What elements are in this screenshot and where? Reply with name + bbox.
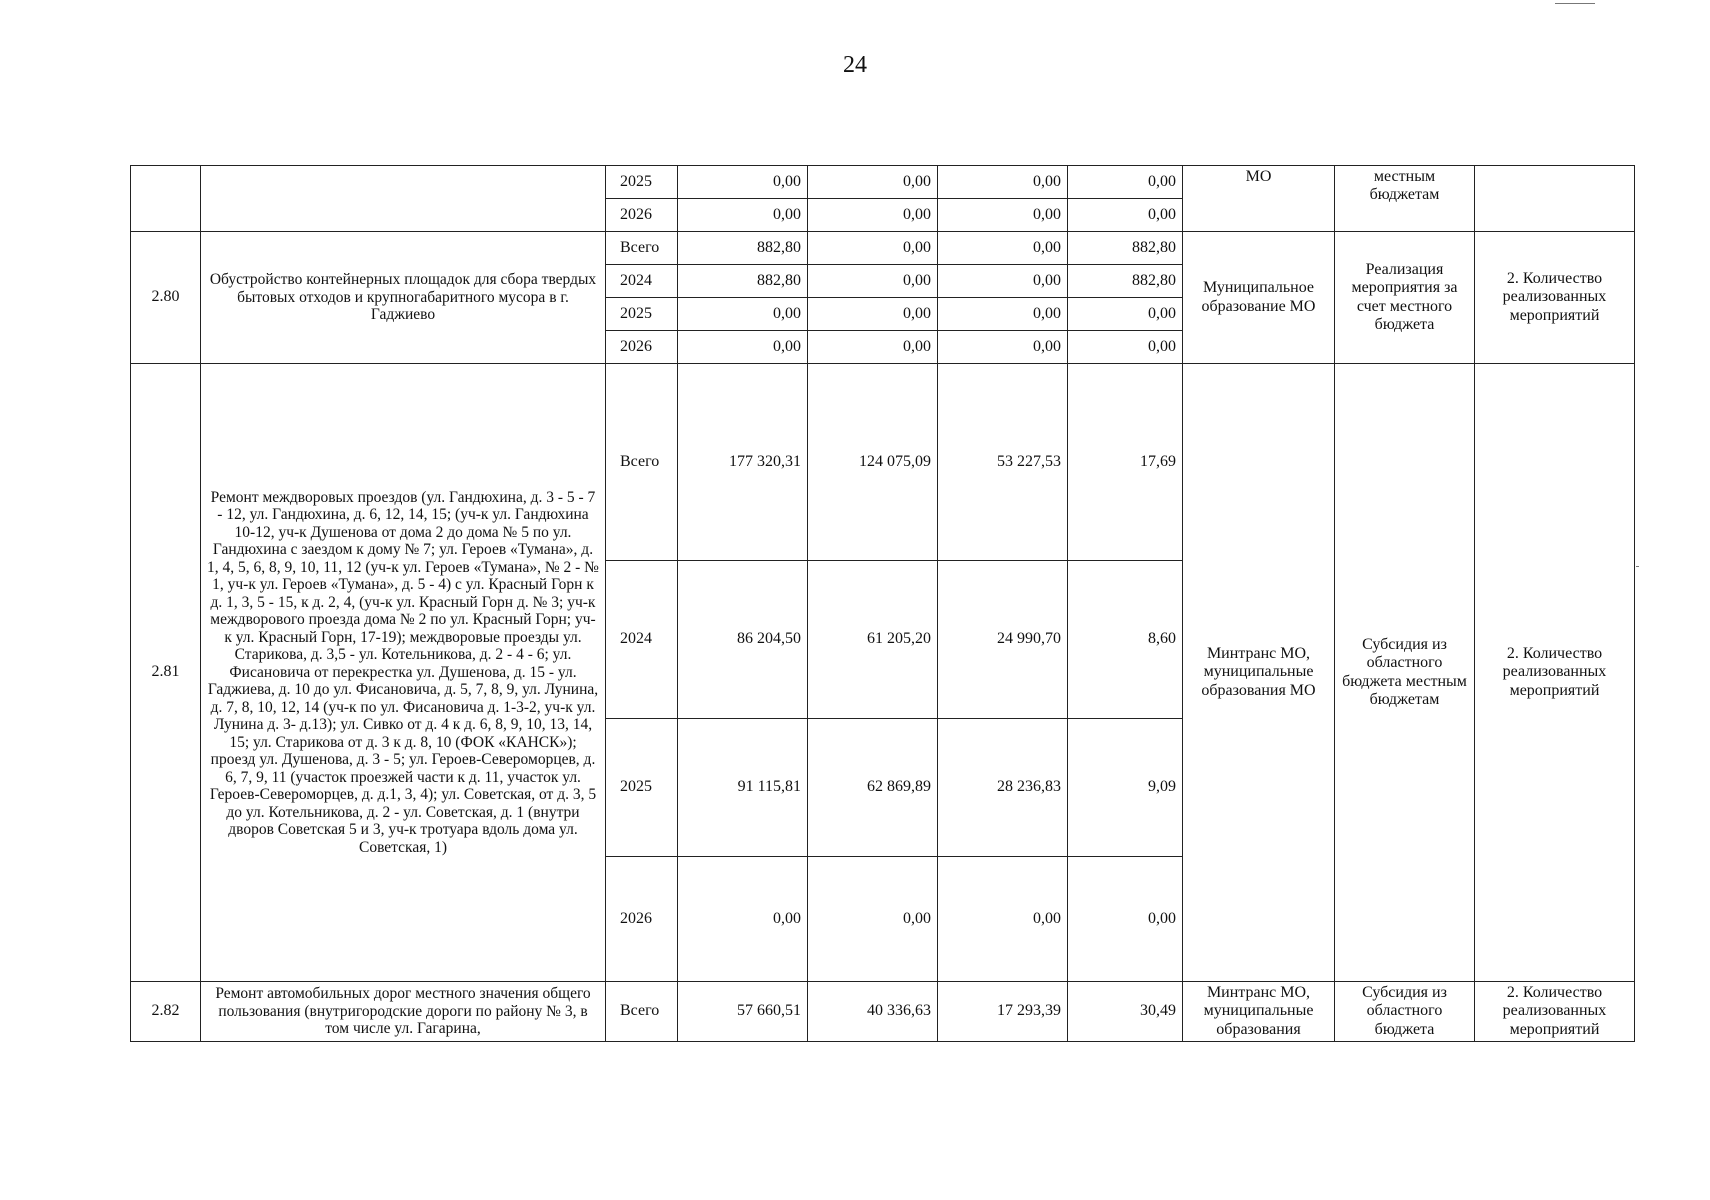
- mechanism-cell: Субсидия из областного бюджета местным бюджетам: [1335, 364, 1475, 982]
- local-cell: 9,09: [1068, 719, 1183, 857]
- local-cell: 30,49: [1068, 982, 1183, 1042]
- year-cell: 2025: [606, 298, 678, 331]
- regional-cell: 28 236,83: [938, 719, 1068, 857]
- executor-cell: МО: [1183, 166, 1335, 232]
- local-cell: 0,00: [1068, 166, 1183, 199]
- federal-cell: 62 869,89: [808, 719, 938, 857]
- indicator-cell: 2. Количество реализованных мероприятий: [1475, 364, 1635, 982]
- federal-cell: 0,00: [808, 331, 938, 364]
- indicator-cell: [1475, 166, 1635, 232]
- total-cell: 0,00: [678, 199, 808, 232]
- year-cell: 2024: [606, 265, 678, 298]
- federal-cell: 40 336,63: [808, 982, 938, 1042]
- executor-cell: Минтранс МО, муниципальные образования: [1183, 982, 1335, 1042]
- total-cell: 882,80: [678, 232, 808, 265]
- local-cell: 0,00: [1068, 331, 1183, 364]
- mechanism-cell: местным бюджетам: [1335, 166, 1475, 232]
- regional-cell: 0,00: [938, 199, 1068, 232]
- num-cell: 2.80: [131, 232, 201, 364]
- total-cell: 0,00: [678, 166, 808, 199]
- regional-cell: 0,00: [938, 166, 1068, 199]
- mechanism-cell: Субсидия из областного бюджета: [1335, 982, 1475, 1042]
- local-cell: 0,00: [1068, 298, 1183, 331]
- federal-cell: 0,00: [808, 298, 938, 331]
- total-cell: 57 660,51: [678, 982, 808, 1042]
- year-cell: Всего: [606, 364, 678, 561]
- local-cell: 0,00: [1068, 199, 1183, 232]
- description-cell: Ремонт автомобильных дорог местного значения общего пользования (внутригородские дороги по району № 3, в том числе ул. Гагарина,: [201, 982, 606, 1042]
- scan-mark-side: [1636, 566, 1639, 567]
- local-cell: 882,80: [1068, 232, 1183, 265]
- num-cell: 2.82: [131, 982, 201, 1042]
- regional-cell: 0,00: [938, 232, 1068, 265]
- local-cell: 0,00: [1068, 857, 1183, 982]
- year-cell: Всего: [606, 232, 678, 265]
- budget-table: [130, 165, 1635, 1042]
- scan-mark-top: [1555, 3, 1595, 4]
- regional-cell: 53 227,53: [938, 364, 1068, 561]
- table-row: [131, 232, 1635, 265]
- table-row: [131, 166, 1635, 199]
- total-cell: 177 320,31: [678, 364, 808, 561]
- federal-cell: 0,00: [808, 166, 938, 199]
- year-cell: Всего: [606, 982, 678, 1042]
- total-cell: 86 204,50: [678, 561, 808, 719]
- total-cell: 0,00: [678, 331, 808, 364]
- total-cell: 0,00: [678, 857, 808, 982]
- local-cell: 17,69: [1068, 364, 1183, 561]
- num-cell: 2.81: [131, 364, 201, 982]
- executor-cell: Муниципальное образование МО: [1183, 232, 1335, 364]
- federal-cell: 0,00: [808, 265, 938, 298]
- federal-cell: 124 075,09: [808, 364, 938, 561]
- federal-cell: 0,00: [808, 199, 938, 232]
- description-cell: [201, 166, 606, 232]
- regional-cell: 0,00: [938, 857, 1068, 982]
- federal-cell: 0,00: [808, 232, 938, 265]
- year-cell: 2024: [606, 561, 678, 719]
- executor-cell: Минтранс МО, муниципальные образования МО: [1183, 364, 1335, 982]
- description-cell: Ремонт междворовых проездов (ул. Гандюхина, д. 3 - 5 - 7 - 12, ул. Гандюхина, д. 6, 12, 14, 15; (уч-к ул. Гандюхина 10-12, уч-к Душенова от дома 2 до дома № 5 по ул. Гандюхина с заездом к дому № 7; ул. Героев «Тумана», д. 1, 4, 5, 6, 8, 9, 10, 11, 12 (уч-к ул. Героев «Тумана», № 2 - № 1, уч-к ул. Героев «Тумана», д. 5 - 4) с ул. Красный Горн к д. 1, 3, 5 - 15, к д. 2, 4, (уч-к ул. Красный Горн д. № 3; уч-к междворового проезда дома № 2 по ул. Красный Горн; уч-к ул. Красный Горн, 17-19); междворовые проезды ул. Старикова, д. 3,5 - ул. Котельникова, д. 2 - 4 - 6; ул. Фисановича от перекрестка ул. Душенова, д. 15 - ул. Гаджиева, д. 10 до ул. Фисановича, д. 5, 7, 8, 9, ул. Лунина, д. 7, 8, 10, 12, 14 (уч-к по ул. Фисановича д. 1-3-2, уч-к ул. Лунина д. 3- д.13); ул. Сивко от д. 4 к д. 6, 8, 9, 10, 13, 14, 15; ул. Старикова от д. 3 к д. 8, 10 (ФОК «КАНСК»); проезд ул. Душенова, д. 3 - 5; ул. Героев-Североморцев, д. 6, 7, 9, 11 (участок проезжей части к д. 11, участок ул. Героев-Североморцев, д. д.1, 3, 4); ул. Советская, от д. 3, 5 до ул. Котельникова, д. 2 - ул. Советская, д. 1 (внутри дворов Советская 5 и 3, уч-к тротуара вдоль дома ул. Советская, 1): [201, 364, 606, 982]
- year-cell: 2026: [606, 857, 678, 982]
- regional-cell: 17 293,39: [938, 982, 1068, 1042]
- table-row: [131, 982, 1635, 1042]
- total-cell: 882,80: [678, 265, 808, 298]
- local-cell: 882,80: [1068, 265, 1183, 298]
- mechanism-cell: Реализация мероприятия за счет местного бюджета: [1335, 232, 1475, 364]
- federal-cell: 0,00: [808, 857, 938, 982]
- page-number: 24: [843, 52, 867, 78]
- table-row: [131, 364, 1635, 561]
- regional-cell: 0,00: [938, 298, 1068, 331]
- regional-cell: 0,00: [938, 265, 1068, 298]
- regional-cell: 24 990,70: [938, 561, 1068, 719]
- num-cell: [131, 166, 201, 232]
- local-cell: 8,60: [1068, 561, 1183, 719]
- federal-cell: 61 205,20: [808, 561, 938, 719]
- indicator-cell: 2. Количество реализованных мероприятий: [1475, 232, 1635, 364]
- year-cell: 2026: [606, 199, 678, 232]
- indicator-cell: 2. Количество реализованных мероприятий: [1475, 982, 1635, 1042]
- year-cell: 2025: [606, 719, 678, 857]
- year-cell: 2026: [606, 331, 678, 364]
- total-cell: 0,00: [678, 298, 808, 331]
- total-cell: 91 115,81: [678, 719, 808, 857]
- regional-cell: 0,00: [938, 331, 1068, 364]
- year-cell: 2025: [606, 166, 678, 199]
- description-cell: Обустройство контейнерных площадок для сбора твердых бытовых отходов и крупногабаритного мусора в г. Гаджиево: [201, 232, 606, 364]
